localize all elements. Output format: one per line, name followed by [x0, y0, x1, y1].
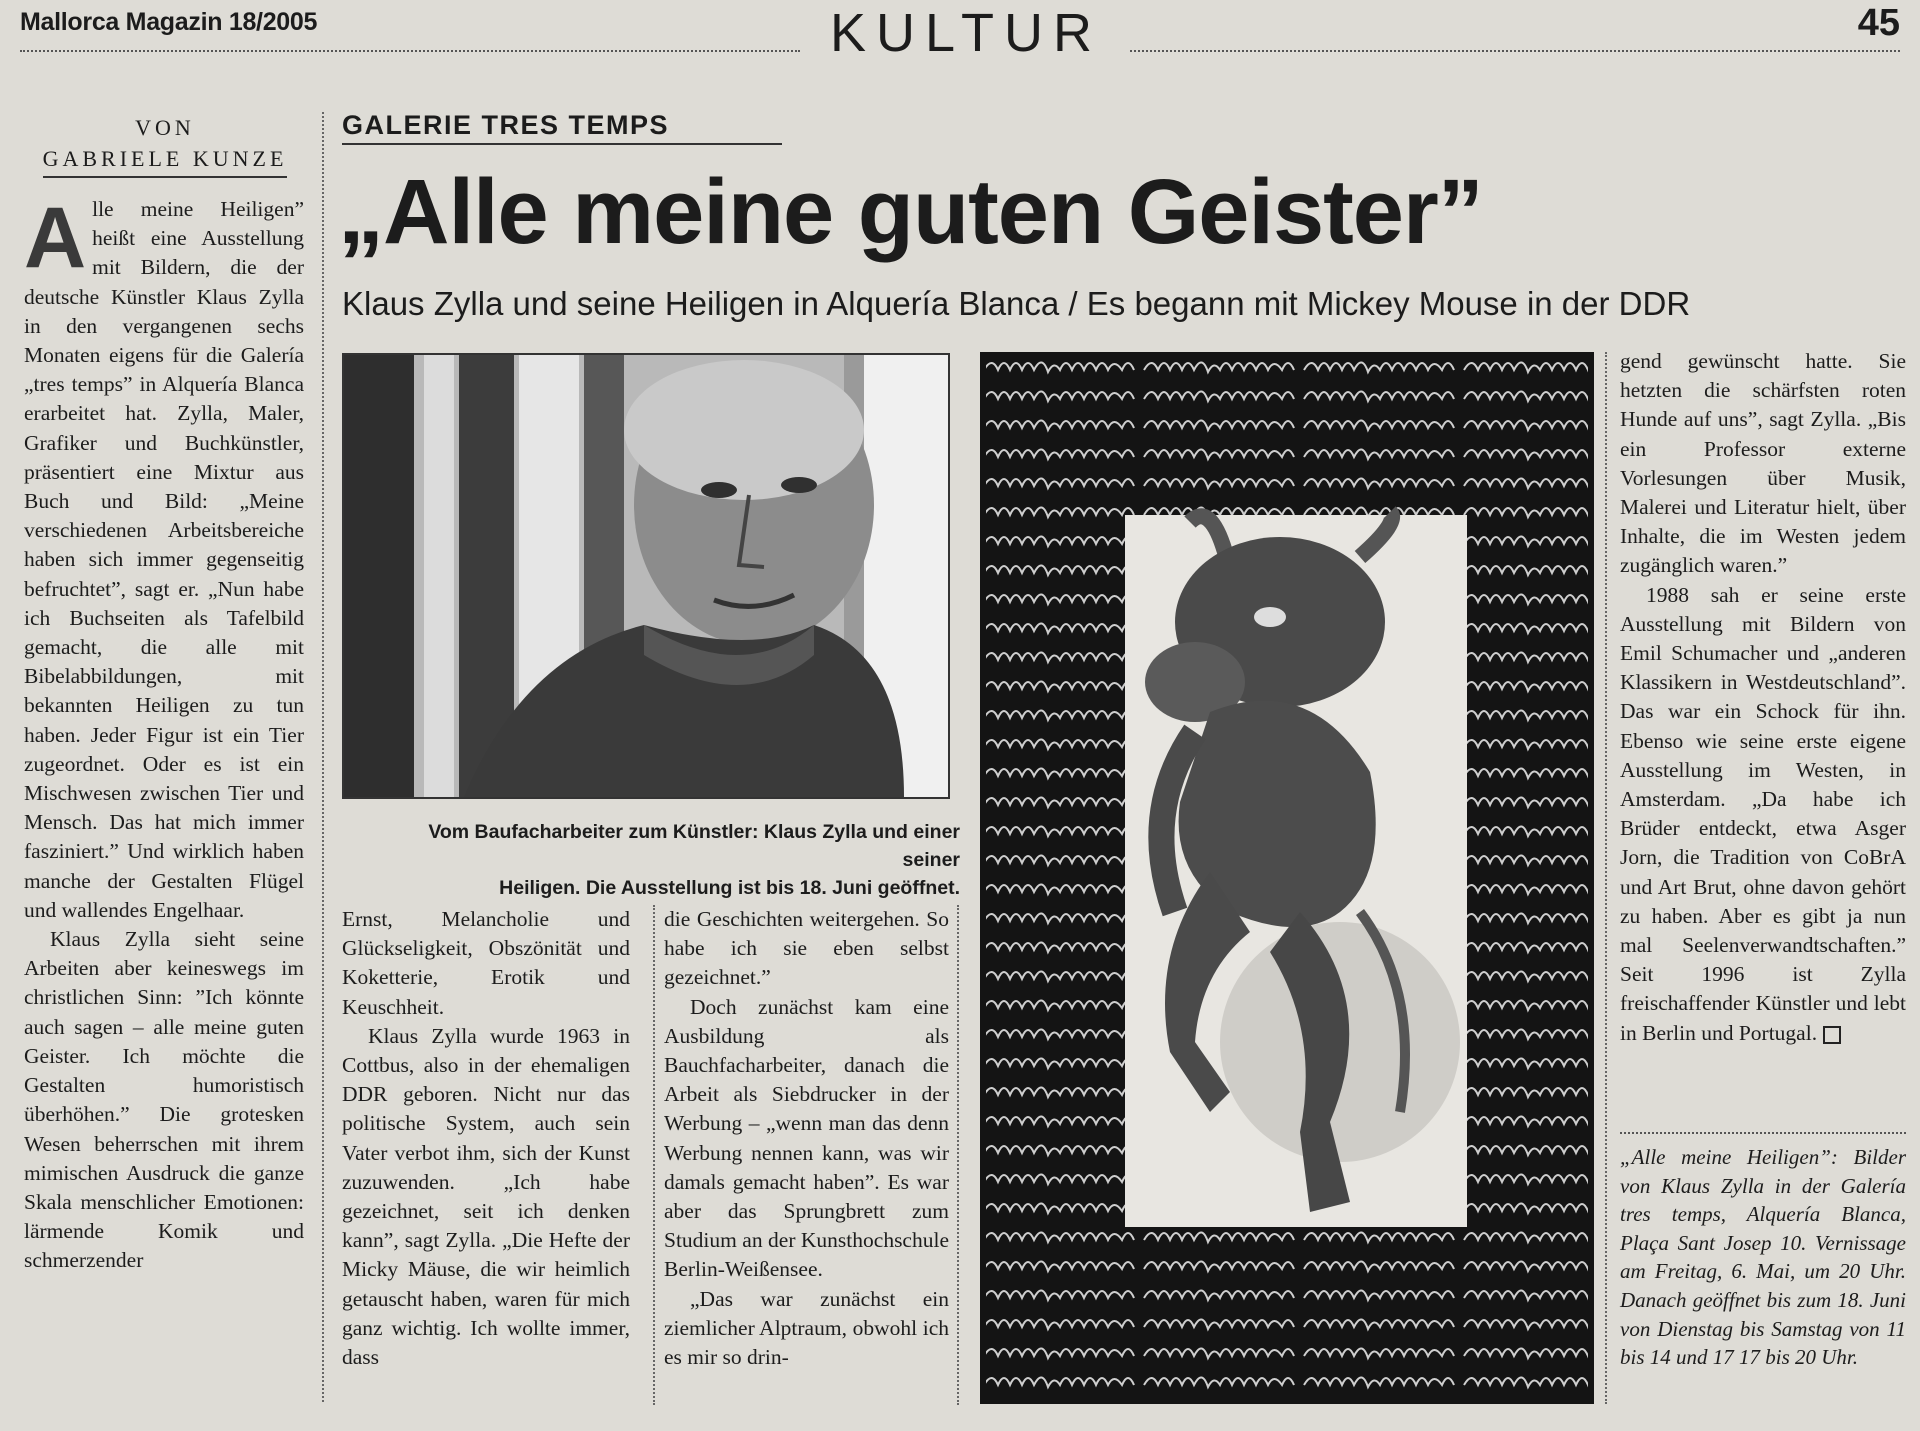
end-mark-icon [1823, 1026, 1841, 1044]
col1-paragraph-1: lle meine Heiligen” heißt eine Ausstellung mit Bildern, die der deutsche Künstler Klaus Zylla in den vergangenen sechs Monaten eigens für die Galería „tres temps” in Alquería Blanca erarbeitet hat. Zylla, Maler, Grafiker und Buchkünstler, präsentiert eine Mixtur aus Buch und Bild: „Meine verschiedenen Arbeitsbereiche haben sich immer gegenseitig befruchtet”, sagt er. „Nun habe ich Buchseiten als Tafelbild gemacht, die alle mit Bibelabbildungen, mit bekannten Heiligen zu tun haben. Jeder Figur ist ein Tier zugeordnet. Oder es ist ein Mischwesen zwischen Tier und Mensch. Das hat mich immer fasziniert.” Und wirklich haben manche der Gestalten Flügel und wallendes Engelhaar. [24, 197, 304, 922]
column-divider-4 [1605, 352, 1607, 1404]
section-title: KULTUR [830, 3, 1103, 63]
column-divider-2 [653, 905, 655, 1405]
col4-paragraph-2 [1620, 581, 1906, 1048]
masthead-rule-right [1130, 50, 1900, 52]
artwork-script-pattern [980, 352, 1594, 1404]
col3-paragraph-1: die Geschichten weitergehen. So habe ich sie eben selbst gezeichnet.” [664, 907, 949, 990]
drop-cap: A [24, 190, 87, 286]
page-number: 45 [1857, 2, 1900, 44]
article-column-3 [664, 905, 949, 1372]
article-column-2 [342, 905, 630, 1372]
masthead-rule-left [20, 50, 800, 52]
article-column-4 [1620, 347, 1906, 1048]
portrait-photo [342, 353, 950, 799]
col3-paragraph-2: Doch zunächst kam eine Ausbildung als Bauchfacharbeiter, danach die Arbeit als Siebdrucker in der Werbung – „wenn man das denn Werbung nennen kann, was wir damals gemacht haben”. Es war aber das Sprungbrett zum Studium an der Kunsthochschule Berlin-Weißensee. [664, 994, 949, 1282]
col4-paragraph-2-text: 1988 sah er seine erste Ausstellung mit Bildern von Emil Schumacher und „anderen Klassikern in Westdeutschland”. Das war ein Schock für ihn. Ebenso wie seine erste eigene Ausstellung im Westen, in Amsterdam. „Da habe ich Brüder entdeckt, etwa Asger Jorn, die Tradition von CoBrA und Art Brut, ohne davon gehört zu haben. Aber es gibt ja nun mal Seelenverwandtschaften.” Seit 1996 ist Zylla freischaffender Künstler und lebt in Berlin und Portugal. [1620, 582, 1906, 1045]
byline-prefix: VON [135, 115, 195, 140]
subheadline: Klaus Zylla und seine Heiligen in Alquería Blanca / Es begann mit Mickey Mouse in der DDR [342, 285, 1691, 322]
artwork-image [980, 352, 1594, 1404]
caption-line-2: Heiligen. Die Ausstellung ist bis 18. Juni geöffnet. [499, 877, 960, 899]
infobox-rule [1620, 1132, 1906, 1134]
headline: „Alle meine guten Geister” [338, 161, 1483, 263]
photo-caption [380, 818, 960, 902]
publication-name: Mallorca Magazin 18/2005 [20, 8, 318, 36]
column-divider-1 [322, 112, 324, 1402]
caption-line-1: Vom Baufacharbeiter zum Künstler: Klaus Zylla und einer seiner [428, 821, 960, 871]
col2-paragraph-1: Ernst, Melancholie und Glückseligkeit, Obszönität und Koketterie, Erotik und Keuschheit. [342, 907, 630, 1019]
col3-paragraph-3: „Das war zunächst ein ziemlicher Alptraum, obwohl ich es mir so drin- [664, 1286, 949, 1370]
col1-paragraph-2: Klaus Zylla sieht seine Arbeiten aber keineswegs im christlichen Sinn: ”Ich könnte auch sagen – alle meine guten Geister. Ich möchte die Gestalten humoristisch überhöhen.” Die grotesken Wesen beherrschen mit ihrem mimischen Ausdruck die ganze Skala menschlicher Emotionen: lärmende Komik und schmerzender [24, 927, 304, 1273]
portrait-photo-illustration [344, 355, 948, 797]
col4-paragraph-1: gend gewünscht hatte. Sie hetzten die schärfsten roten Hunde auf uns”, sagt Zylla. „Bis ein Professor externe Vorlesungen über Musik, Malerei und Literatur hielt, über Inhalte, die im Westen jedem zugänglich waren.” [1620, 349, 1906, 578]
col2-paragraph-2: Klaus Zylla wurde 1963 in Cottbus, also in der ehemaligen DDR geboren. Nicht nur das politische System, auch sein Vater verbot ihm, sich der Kunst zuzuwenden. „Ich habe gezeichnet, seit ich denken kann”, sagt Zylla. „Die Hefte der Micky Mäuse, die wir heimlich getauscht haben, waren für mich ganz wichtig. Ich wollte immer, dass [342, 1023, 630, 1370]
article-column-1 [24, 190, 304, 1276]
byline [40, 112, 290, 178]
column-divider-3 [957, 905, 959, 1405]
byline-author: GABRIELE KUNZE [43, 143, 288, 178]
kicker: GALERIE TRES TEMPS [342, 110, 782, 145]
exhibition-info: „Alle meine Heiligen”: Bilder von Klaus Zylla in der Galería tres temps, Alquería Blanca, Plaça Sant Josep 10. Vernissage am Freitag, 6. Mai, um 20 Uhr. Danach geöffnet bis zum 18. Juni von Dienstag bis Samstag von 11 bis 14 und 17 17 bis 20 Uhr. [1620, 1145, 1906, 1370]
